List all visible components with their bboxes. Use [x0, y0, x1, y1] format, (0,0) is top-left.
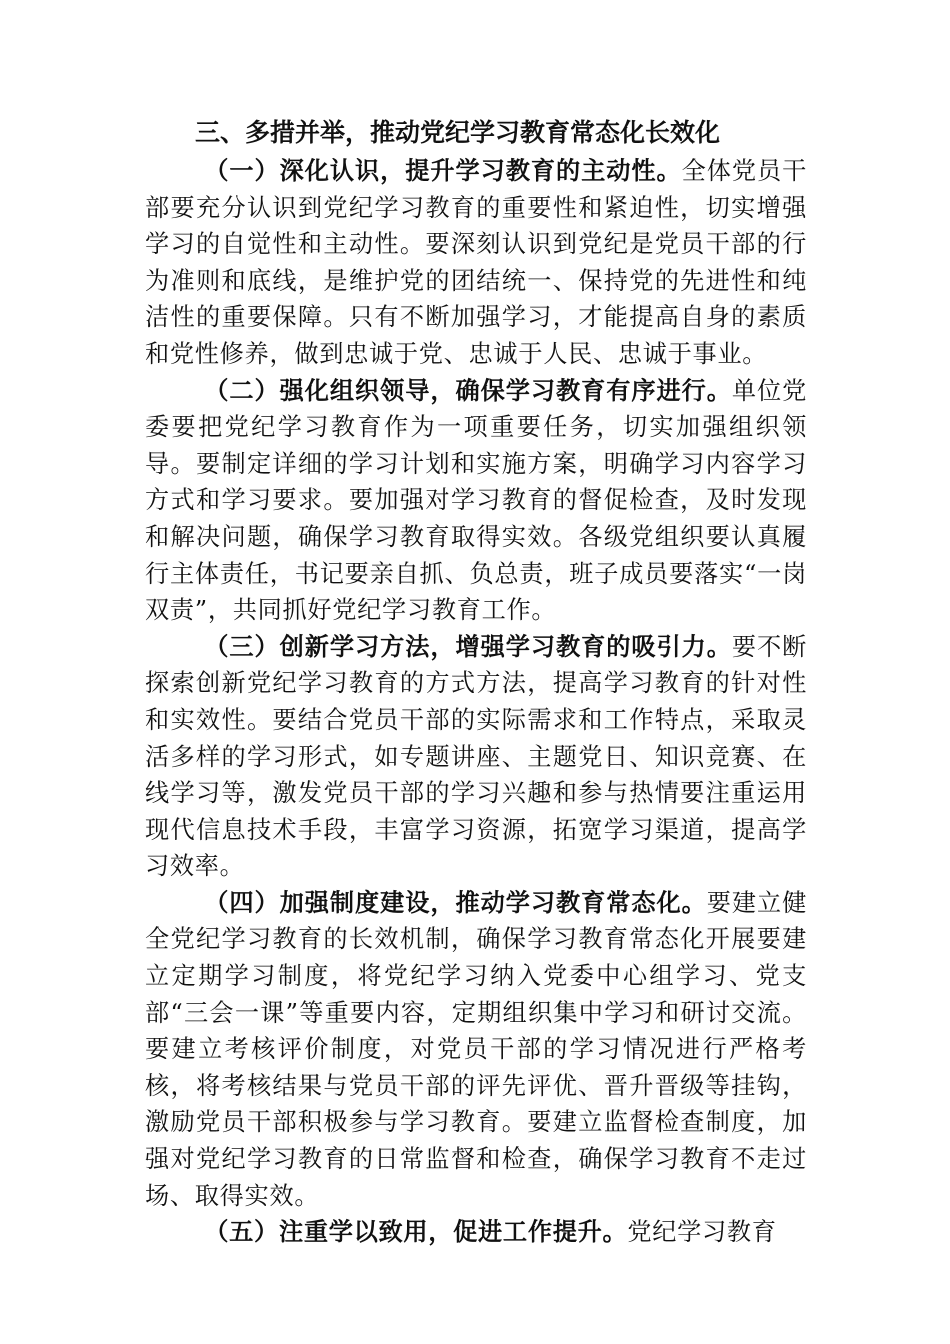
paragraph-3	[145, 629, 807, 885]
paragraph-2	[145, 373, 807, 629]
section-heading: 三、多措并举，推动党纪学习教育常态化长效化	[195, 118, 721, 147]
document-page	[145, 113, 807, 1251]
paragraph-3-body: 要不断探索创新党纪学习教育的方式方法，提高学习教育的针对性和实效性。要结合党员干部的实际需求和工作特点，采取灵活多样的学习形式，如专题讲座、主题党日、知识竞赛、在线学习等，激发党员干部的学习兴趣和参与热情要注重运用现代信息技术手段，丰富学习资源，拓宽学习渠道，提高学习效率。	[145, 632, 807, 881]
paragraph-5-lead: （五）注重学以致用，促进工作提升。	[204, 1217, 628, 1247]
paragraph-5	[145, 1214, 807, 1251]
paragraph-1	[145, 153, 807, 373]
paragraph-4-lead: （四）加强制度建设，推动学习教育常态化。	[204, 887, 707, 917]
paragraph-4	[145, 885, 807, 1214]
paragraph-3-lead: （三）创新学习方法，增强学习教育的吸引力。	[204, 631, 732, 661]
paragraph-5-body: 党纪学习教育	[627, 1218, 777, 1247]
paragraph-4-body: 要建立健全党纪学习教育的长效机制，确保学习教育常态化开展要建立定期学习制度，将党纪学习纳入党委中心组学习、党支部“三会一课”等重要内容，定期组织集中学习和研讨交流。要建立考核评价制度，对党员干部的学习情况进行严格考核，将考核结果与党员干部的评先评优、晋升晋级等挂钩，激励党员干部积极参与学习教育。要建立监督检查制度，加强对党纪学习教育的日常监督和检查，确保学习教育不走过场、取得实效。	[145, 888, 807, 1210]
paragraph-1-body: 全体党员干部要充分认识到党纪学习教育的重要性和紧迫性，切实增强学习的自觉性和主动性。要深刻认识到党纪是党员干部的行为准则和底线，是维护党的团结统一、保持党的先进性和纯洁性的重要保障。只有不断加强学习，才能提高自身的素质和党性修养，做到忠诚于党、忠诚于人民、忠诚于事业。	[145, 157, 807, 368]
paragraph-2-lead: （二）强化组织领导，确保学习教育有序进行。	[204, 375, 732, 405]
paragraph-1-lead: （一）深化认识，提升学习教育的主动性。	[204, 156, 682, 185]
paragraph-2-body: 单位党委要把党纪学习教育作为一项重要任务，切实加强组织领导。要制定详细的学习计划和实施方案，明确学习内容学习方式和学习要求。要加强对学习教育的督促检查，及时发现和解决问题，确保学习教育取得实效。各级党组织要认真履行主体责任，书记要亲自抓、负总责，班子成员要落实“一岗双责”，共同抓好党纪学习教育工作。	[145, 376, 807, 625]
